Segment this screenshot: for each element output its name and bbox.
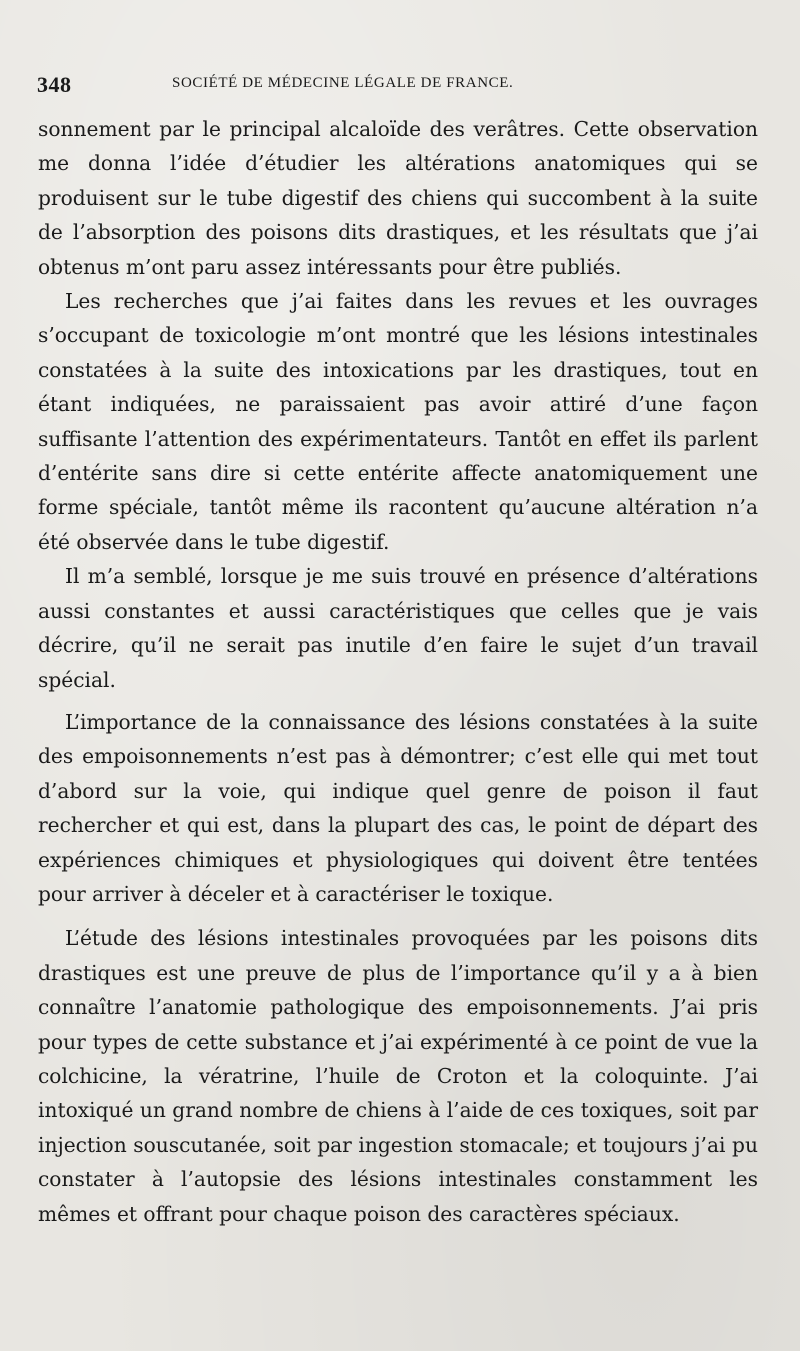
body-text: [38, 112, 758, 1231]
running-head: SOCIÉTÉ DE MÉDECINE LÉGALE DE FRANCE.: [172, 75, 514, 91]
paragraph-3: Il m’a semblé, lorsque je me suis trouvé en présence d’altérations aussi constantes et aussi caractéristiques que celles que je vais décrire, qu’il ne serait pas inutile d’en faire le sujet d’un travail spécial.: [38, 564, 758, 692]
paragraph-4: L’importance de la connaissance des lésions constatées à la suite des empoisonnements n’est pas à démontrer; c’est elle qui met tout d’abord sur la voie, qui indique quel genre de poison il faut rechercher et qui est, dans la plupart des cas, le point de départ des expériences chimiques et physiologiques qui doivent être tentées pour arriver à déceler et à caractériser le toxique.: [38, 709, 758, 906]
paragraph-1: sonnement par le principal alcaloïde des verâtres. Cette observation me donna l’idée d’étudier les altérations anatomiques qui se produisent sur le tube digestif des chiens qui succombent à la suite de l’absorption des poisons dits drastiques, et les résultats que j’ai obtenus m’ont paru assez intéressants pour être publiés.: [38, 117, 758, 279]
paragraph-2: Les recherches que j’ai faites dans les revues et les ouvrages s’occupant de toxicologie m’ont montré que les lésions intestinales constatées à la suite des intoxications par les drastiques, tout en étant indiquées, ne paraissaient pas avoir attiré d’une façon suffisante l’attention des expérimentateurs. Tantôt en effet ils parlent d’entérite sans dire si cette entérite affecte anatomiquement une forme spéciale, tantôt même ils racontent qu’aucune altération n’a été observée dans le tube digestif.: [38, 289, 758, 554]
page-header: [37, 72, 777, 102]
paragraph-5: L’étude des lésions intestinales provoquées par les poisons dits drastiques est une preuve de plus de l’importance qu’il y a à bien connaître l’anatomie pathologique des empoisonnements. J’ai pris pour types de cette substance et j’ai expérimenté à ce point de vue la colchicine, la vératrine, l’huile de Croton et la coloquinte. J’ai intoxiqué un grand nombre de chiens à l’aide de ces toxiques, soit par injection souscutanée, soit par ingestion stomacale; et toujours j’ai pu constater à l’autopsie des lésions intestinales constamment les mêmes et offrant pour chaque poison des caractères spéciaux.: [38, 926, 758, 1226]
page-number: 348: [37, 72, 72, 97]
